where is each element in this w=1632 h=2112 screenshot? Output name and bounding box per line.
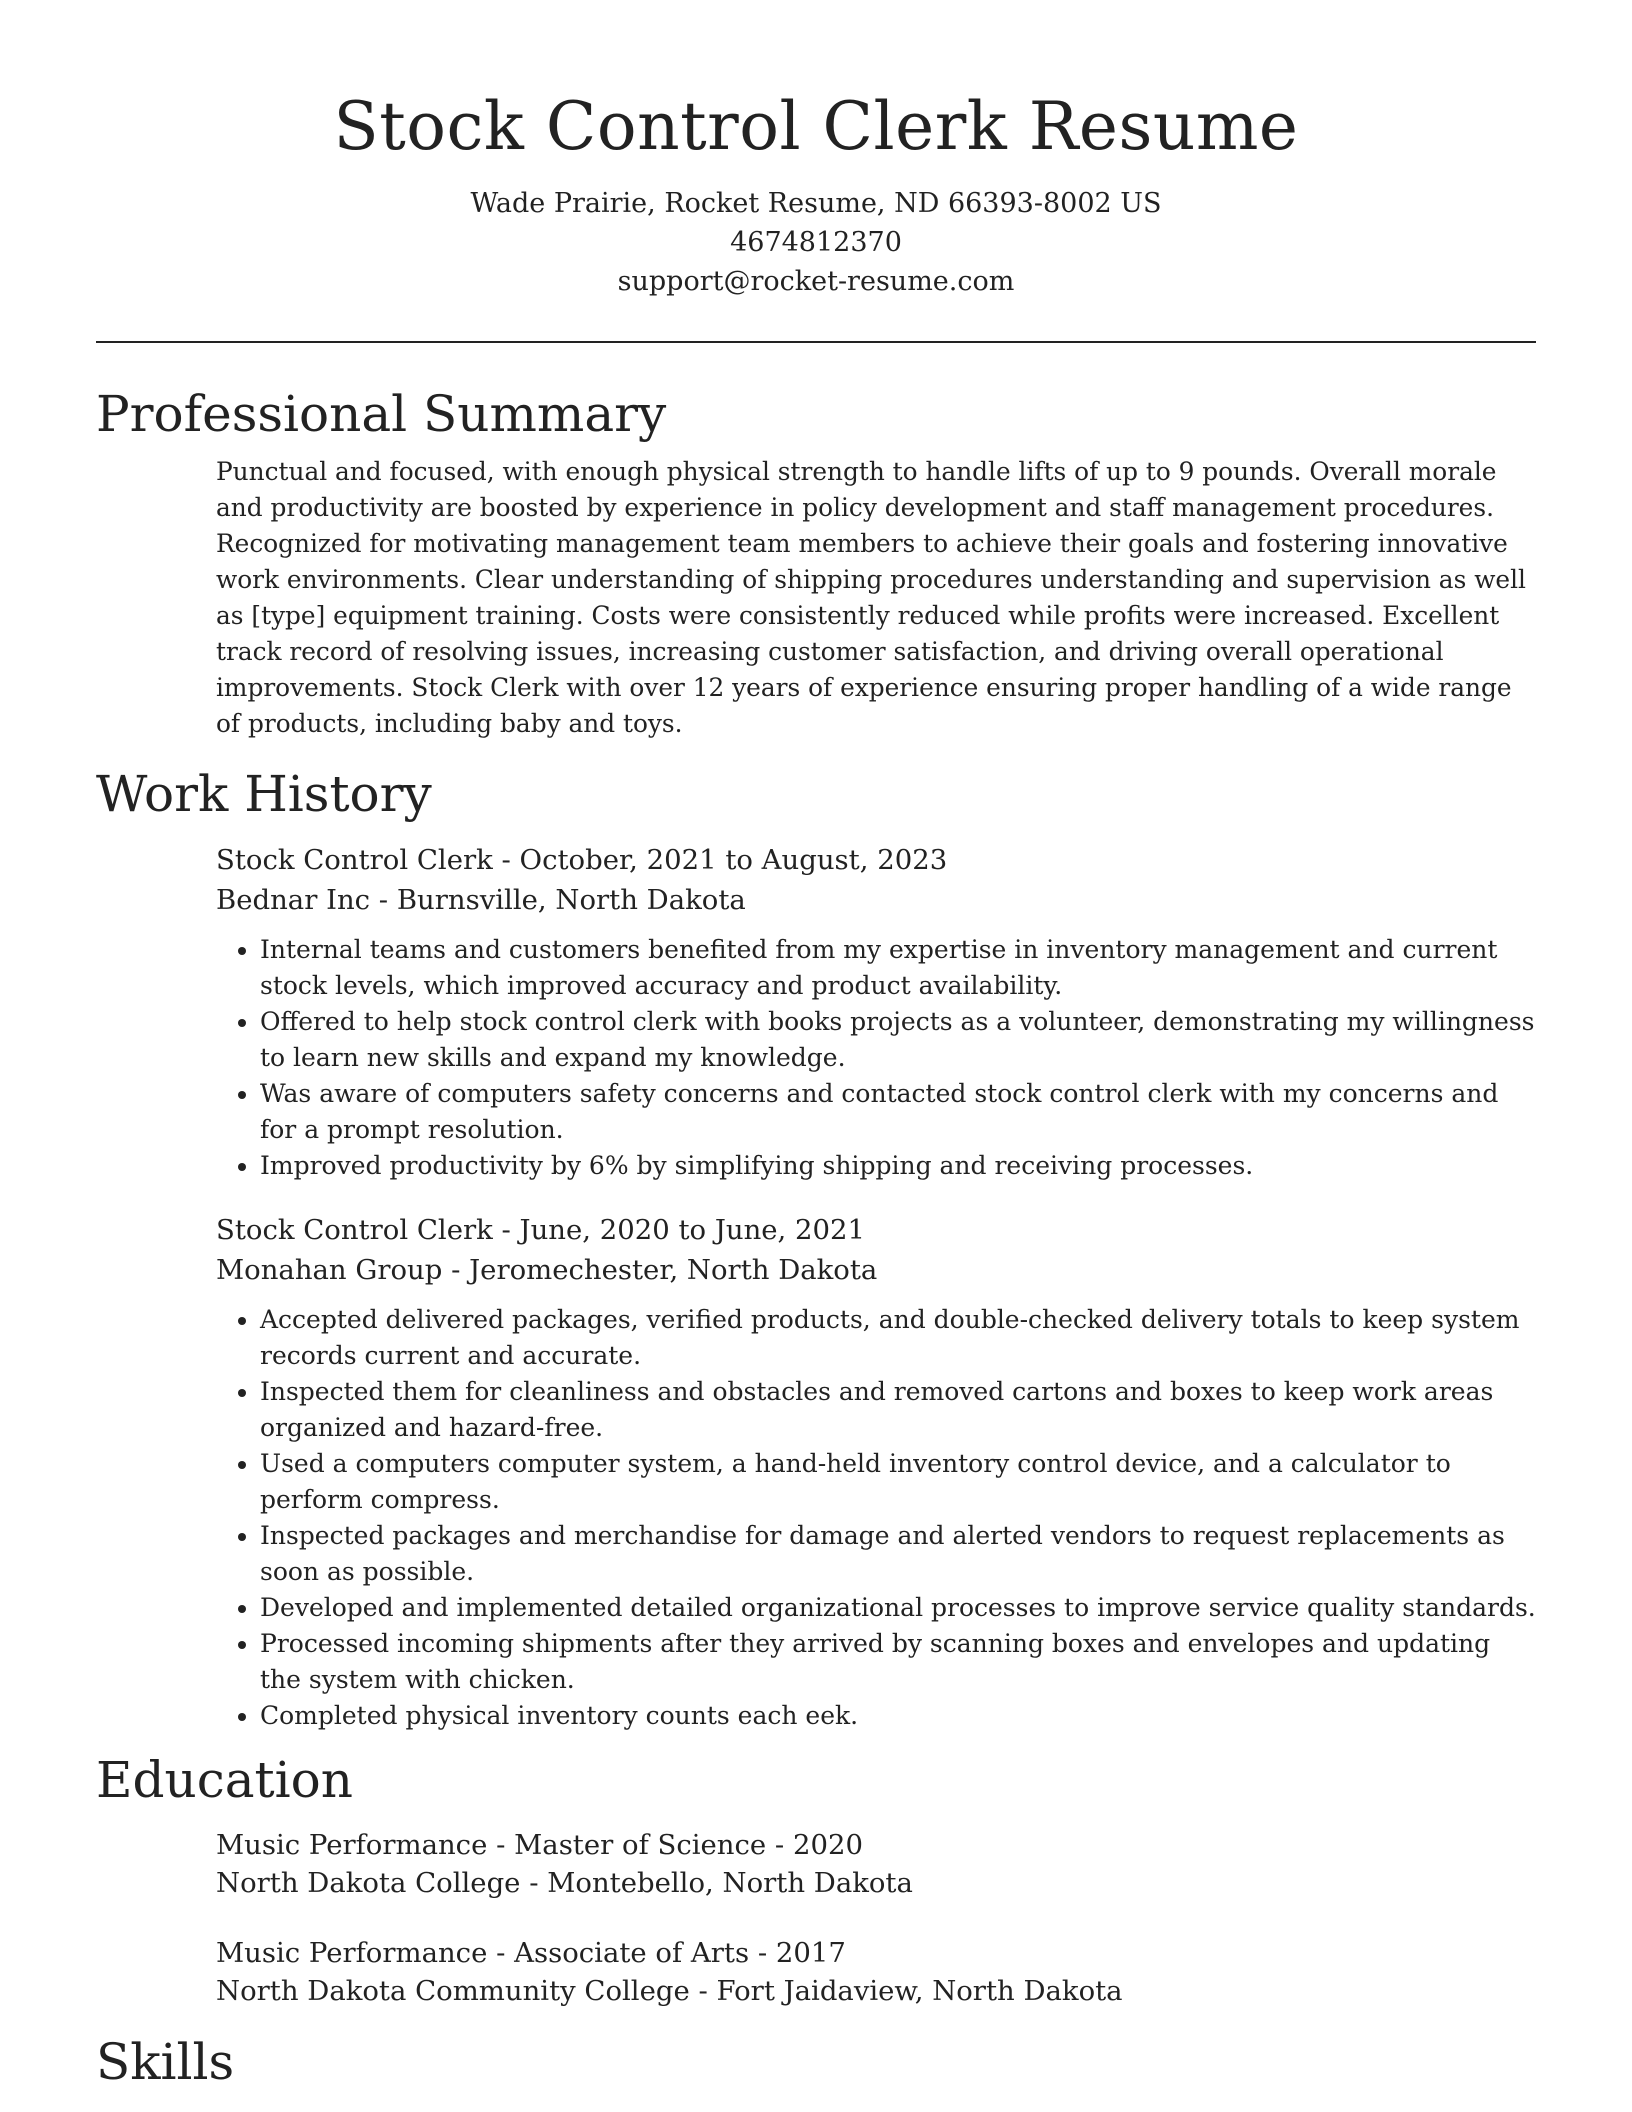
job-location: - Jeromechester, North Dakota [442, 1254, 878, 1286]
header-divider [96, 341, 1536, 343]
work-history-heading: Work History [96, 765, 432, 823]
education-degree: - Associate of Arts - 2017 [487, 1937, 846, 1969]
job-company: Monahan Group [216, 1254, 443, 1286]
job-company-line [216, 880, 1536, 920]
contact-email: support@rocket-resume.com [617, 266, 1015, 297]
job-bullet: • Developed and implemented detailed organizational processes to improve service quality standards. [260, 1590, 1536, 1626]
job-bullets [216, 932, 1536, 1184]
job-entry [216, 1210, 1536, 1734]
resume-header [0, 0, 1632, 301]
job-title-line [216, 1210, 1536, 1250]
education-school-line [216, 1864, 1536, 1902]
job-bullet: • Offered to help stock control clerk with books projects as a volunteer, demonstrating my willingness to learn new skills and expand my knowledge. [260, 1004, 1536, 1076]
job-dates: - June, 2020 to June, 2021 [492, 1214, 866, 1246]
job-location: - Burnsville, North Dakota [370, 884, 746, 916]
summary-text: Punctual and focused, with enough physical strength to handle lifts of up to 9 pounds. Overall morale and productivity are boosted by experience in policy development and staff management procedures. Recognized for motivating management team members to achieve their goals and fostering innovative work environments. Clear understanding of shipping procedures understanding and supervision as well as [type] equipment training. Costs were consistently reduced while profits were increased. Excellent track record of resolving issues, increasing customer satisfaction, and driving overall operational improvements. Stock Clerk with over 12 years of experience ensuring proper handling of a wide range of products, including baby and toys. [216, 457, 1526, 738]
education-list [216, 1826, 1536, 2010]
job-bullet: • Improved productivity by 6% by simplifying shipping and receiving processes. [260, 1148, 1536, 1184]
skills-heading: Skills [96, 2033, 235, 2091]
contact-address: Wade Prairie, Rocket Resume, ND 66393-8002 US [470, 188, 1162, 219]
job-entry [216, 840, 1536, 1184]
job-bullet: • Processed incoming shipments after they arrived by scanning boxes and envelopes and updating the system with chicken. [260, 1626, 1536, 1698]
job-title: Stock Control Clerk [216, 1214, 493, 1246]
contact-phone: 4674812370 [730, 227, 902, 258]
job-title-line [216, 840, 1536, 880]
education-degree-line [216, 1826, 1536, 1864]
job-dates: - October, 2021 to August, 2023 [492, 844, 948, 876]
job-bullet: • Was aware of computers safety concerns and contacted stock control clerk with my concerns and for a prompt resolution. [260, 1076, 1536, 1148]
job-company-line [216, 1250, 1536, 1290]
resume-content [96, 382, 1536, 2094]
job-bullet: • Completed physical inventory counts each eek. [260, 1698, 1536, 1734]
job-title: Stock Control Clerk [216, 844, 493, 876]
education-location: - Fort Jaidaview, North Dakota [689, 1975, 1123, 2007]
summary-heading: Professional Summary [96, 385, 667, 443]
contact-info [0, 184, 1632, 301]
education-degree: - Master of Science - 2020 [487, 1829, 863, 1861]
work-history-list [216, 840, 1536, 1734]
education-field: Music Performance [216, 1937, 488, 1969]
education-school: North Dakota College [216, 1867, 521, 1899]
job-bullet: • Inspected packages and merchandise for damage and alerted vendors to request replacements as soon as possible. [260, 1518, 1536, 1590]
education-field: Music Performance [216, 1829, 488, 1861]
job-bullet: • Accepted delivered packages, verified products, and double-checked delivery totals to keep system records current and accurate. [260, 1302, 1536, 1374]
job-company: Bednar Inc [216, 884, 371, 916]
education-degree-line [216, 1934, 1536, 1972]
education-entry [216, 1826, 1536, 1902]
education-heading: Education [96, 1751, 353, 1809]
job-bullet: • Inspected them for cleanliness and obstacles and removed cartons and boxes to keep work areas organized and hazard-free. [260, 1374, 1536, 1446]
education-school-line [216, 1972, 1536, 2010]
job-bullets [216, 1302, 1536, 1734]
resume-title: Stock Control Clerk Resume [333, 88, 1299, 165]
job-bullet: • Internal teams and customers benefited from my expertise in inventory management and current stock levels, which improved accuracy and product availability. [260, 932, 1536, 1004]
job-bullet: • Used a computers computer system, a hand-held inventory control device, and a calculator to perform compress. [260, 1446, 1536, 1518]
education-entry [216, 1934, 1536, 2010]
education-location: - Montebello, North Dakota [520, 1867, 913, 1899]
education-school: North Dakota Community College [216, 1975, 690, 2007]
